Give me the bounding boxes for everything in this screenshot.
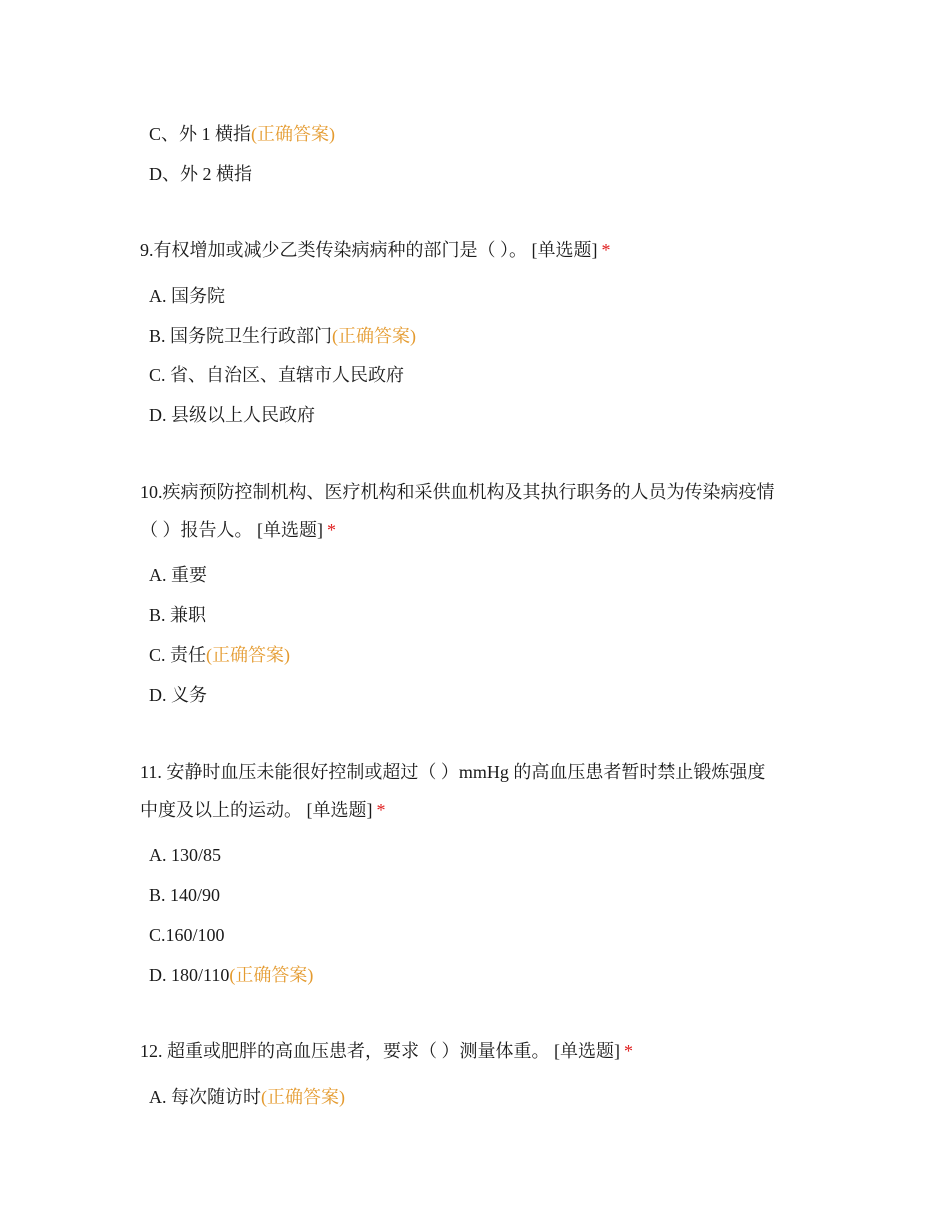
option-label: B. 140/90 [149, 885, 221, 905]
option-label: A. 重要 [149, 565, 207, 585]
option-label: D. 180/110 [149, 965, 230, 985]
option-label: D. 义务 [149, 685, 207, 705]
option-label: B. 兼职 [149, 605, 207, 625]
q9-option-d [149, 404, 315, 426]
q9-option-a [149, 285, 225, 307]
q11-option-d [149, 964, 313, 986]
q11-question-title-line1 [140, 761, 765, 783]
question-text: 9.有权增加或减少乙类传染病病种的部门是（ ）。 [单选题] [140, 240, 598, 260]
question-text: 10.疾病预防控制机构、医疗机构和采供血机构及其执行职务的人员为传染病疫情 [140, 482, 775, 502]
correct-answer-marker: (正确答案) [261, 1087, 345, 1107]
q11-option-b [149, 884, 220, 906]
question-text: （ ）报告人。 [单选题] [140, 520, 323, 540]
required-asterisk: * [624, 1041, 633, 1061]
option-label: C.160/100 [149, 925, 225, 945]
q9-option-b [149, 325, 416, 347]
q9-option-c [149, 364, 404, 386]
required-asterisk: * [376, 800, 386, 820]
option-label: A. 国务院 [149, 286, 225, 306]
q10-question-title-line1 [140, 481, 775, 503]
option-label: A. 130/85 [149, 845, 221, 865]
option-label: D. 县级以上人民政府 [149, 405, 315, 425]
option-label: C. 省、自治区、直辖市人民政府 [149, 365, 405, 385]
q11-option-a [149, 844, 221, 866]
q8-option-d [149, 163, 252, 185]
q9-question-title [140, 239, 611, 261]
q11-option-c [149, 924, 225, 946]
correct-answer-marker: (正确答案) [332, 326, 417, 346]
question-text: 中度及以上的运动。 [单选题] [140, 800, 373, 820]
option-label: C、外 1 横指 [149, 124, 252, 144]
option-label: B. 国务院卫生行政部门 [149, 326, 333, 346]
option-label: D、外 2 横指 [149, 164, 252, 184]
correct-answer-marker: (正确答案) [229, 965, 314, 985]
q10-option-a [149, 564, 207, 586]
required-asterisk: * [327, 520, 336, 540]
option-label: A. 每次随访时 [149, 1087, 261, 1107]
correct-answer-marker: (正确答案) [251, 124, 336, 144]
option-label: C. 责任 [149, 645, 207, 665]
q10-option-c [149, 644, 290, 666]
q12-question-title [140, 1040, 633, 1062]
q10-option-d [149, 684, 207, 706]
q8-option-c [149, 123, 335, 145]
required-asterisk: * [601, 240, 611, 260]
q10-question-title-line2 [140, 519, 336, 541]
q11-question-title-line2 [140, 799, 386, 821]
question-text: 11. 安静时血压未能很好控制或超过（ ）mmHg 的高血压患者暂时禁止锻炼强度 [140, 762, 766, 782]
q10-option-b [149, 604, 206, 626]
question-text: 12. 超重或肥胖的高血压患者，要求（ ）测量体重。 [单选题] [140, 1041, 620, 1061]
correct-answer-marker: (正确答案) [206, 645, 291, 665]
q12-option-a [149, 1086, 345, 1108]
